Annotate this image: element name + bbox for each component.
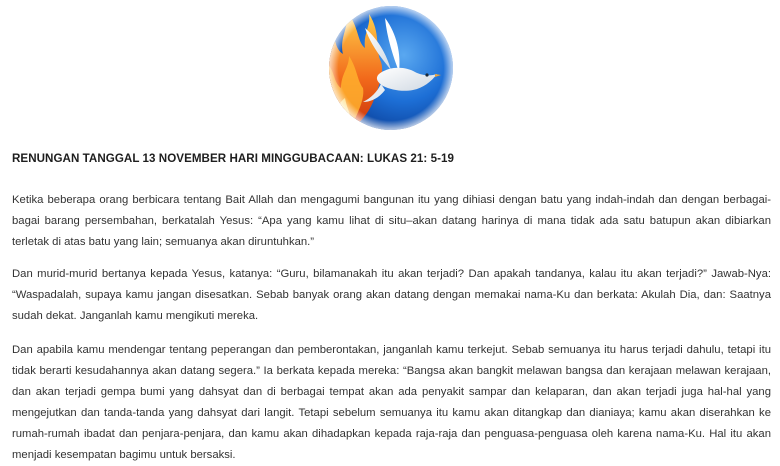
dove-with-flames-icon [327, 4, 455, 132]
article-paragraph-2: Dan murid-murid bertanya kepada Yesus, katanya: “Guru, bilamanakah itu akan terjadi? Dan apakah tandanya, kalau itu akan terjadi?” Jawab-Nya: “Waspadalah, supaya kamu jangan disesatkan. Sebab banyak orang akan datang dengan memakai nama-Ku dan berkata: Akulah Dia, dan: Saatnya sudah dekat. Janganlah kamu mengikuti mereka. [12, 268, 771, 322]
article-paragraph-1: Ketika beberapa orang berbicara tentang Bait Allah dan mengagumi bangunan itu yang dihiasi dengan batu yang indah-indah dan dengan berbagai-bagai barang persembahan, berkatalah Yesus: “Apa yang kamu lihat di situ–akan datang harinya di mana tidak ada satu batupun akan dibiarkan terletak di atas batu yang lain; semuanya akan diruntuhkan.” [12, 194, 771, 248]
dove-flame-image [327, 4, 455, 132]
article-paragraph-3: Dan apabila kamu mendengar tentang peperangan dan pemberontakan, janganlah kamu terkejut. Sebab semuanya itu harus terjadi dahulu, tetapi itu tidak berarti kesudahannya akan datang segera.” Ia berkata kepada mereka: “Bangsa akan bangkit melawan bangsa dan kerajaan melawan kerajaan, dan akan terjadi gempa bumi yang dahsyat dan di berbagai tempat akan ada penyakit sampar dan kelaparan, dan akan terjadi juga hal-hal yang mengejutkan dan tanda-tanda yang dahsyat dari langit. Tetapi sebelum semuanya itu kamu akan ditangkap dan dianiaya; kamu akan diserahkan ke rumah-rumah ibadat dan penjara-penjara, dan kamu akan dihadapkan kepada raja-raja dan penguasa-penguasa oleh karena nama-Ku. Hal itu akan menjadi kesempatan bagimu untuk bersaksi. [12, 344, 771, 461]
article-title: RENUNGAN TANGGAL 13 NOVEMBER HARI MINGGUBACAAN: LUKAS 21: 5-19 [12, 152, 454, 165]
